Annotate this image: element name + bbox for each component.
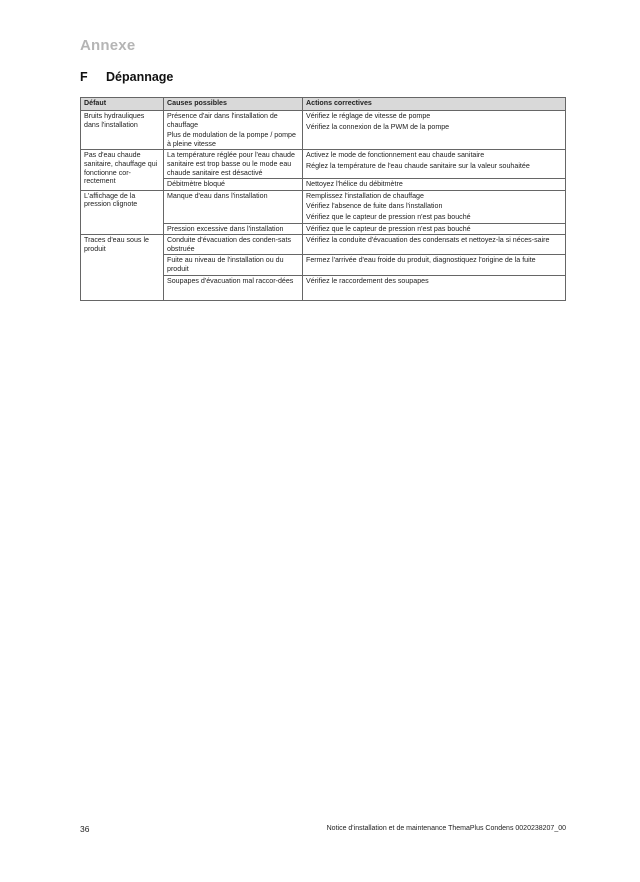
cause-cell (164, 275, 303, 300)
cause-item: Présence d'air dans l'installation de chauffage (167, 112, 278, 129)
action-item: Fermez l'arrivée d'eau froide du produit, diagnostiquez l'origine de la fuite (306, 256, 536, 265)
action-item: Vérifiez l'absence de fuite dans l'installation (306, 202, 443, 211)
cause-cell (164, 235, 303, 255)
action-item: Remplissez l'installation de chauffage (306, 191, 424, 200)
actions-cell (303, 111, 566, 150)
action-item: Nettoyez l'hélice du débitmètre (306, 180, 403, 189)
cause-item: Débitmètre bloqué (167, 180, 225, 189)
cause-item: Plus de modulation de la pompe / pompe à pleine vitesse (167, 131, 296, 148)
cause-cell (164, 179, 303, 191)
cause-item: Conduite d'évacuation des conden-sats obstruée (167, 236, 292, 253)
column-header-defaut: Défaut (81, 98, 164, 111)
defaut-cell: Traces d'eau sous le produit (81, 235, 164, 300)
section-letter: F (80, 70, 88, 84)
action-item: Activez le mode de fonctionnement eau chaude sanitaire (306, 151, 485, 160)
action-item: Vérifiez la conduite d'évacuation des condensats et nettoyez-la si néces-saire (306, 236, 550, 245)
actions-cell (303, 255, 566, 275)
table-row (81, 235, 566, 255)
table-header-row (81, 98, 566, 111)
column-header-actions: Actions correctives (303, 98, 566, 111)
action-item: Vérifiez que le capteur de pression n'est pas bouché (306, 224, 471, 233)
cause-cell (164, 111, 303, 150)
table-row (81, 190, 566, 223)
cause-cell (164, 190, 303, 223)
actions-cell (303, 190, 566, 223)
cause-item: Pression excessive dans l'installation (167, 224, 284, 233)
table-row (81, 150, 566, 179)
defaut-cell: Pas d'eau chaude sanitaire, chauffage qui fonctionne cor-rectement (81, 150, 164, 190)
table-row (81, 111, 566, 150)
section-title: Dépannage (106, 70, 174, 84)
action-item: Vérifiez la connexion de la PWM de la pompe (306, 122, 450, 131)
actions-cell (303, 275, 566, 300)
actions-cell (303, 179, 566, 191)
section-heading (80, 70, 173, 84)
actions-cell (303, 150, 566, 179)
cause-cell (164, 255, 303, 275)
cause-cell (164, 223, 303, 235)
action-item: Vérifiez le réglage de vitesse de pompe (306, 112, 431, 120)
action-item: Vérifiez le raccordement des soupapes (306, 276, 429, 285)
cause-item: Manque d'eau dans l'installation (167, 191, 268, 200)
action-item: Vérifiez que le capteur de pression n'est pas bouché (306, 212, 471, 221)
actions-cell (303, 223, 566, 235)
cause-item: La température réglée pour l'eau chaude sanitaire est trop basse ou le mode eau chaude sanitaire est désactivé (167, 151, 295, 177)
column-header-causes: Causes possibles (164, 98, 303, 111)
page-number: 36 (80, 824, 90, 834)
troubleshooting-table (80, 97, 566, 301)
cause-item: Soupapes d'évacuation mal raccor-dées (167, 276, 294, 285)
cause-item: Fuite au niveau de l'installation ou du produit (167, 256, 284, 273)
actions-cell (303, 235, 566, 255)
defaut-cell: L'affichage de la pression clignote (81, 190, 164, 234)
action-item: Réglez la température de l'eau chaude sanitaire sur la valeur souhaitée (306, 161, 530, 170)
cause-cell (164, 150, 303, 179)
defaut-cell: Bruits hydrauliques dans l'installation (81, 111, 164, 150)
page-title: Annexe (80, 37, 136, 54)
footer-text: Notice d'installation et de maintenance ThemaPlus Condens 0020238207_00 (326, 825, 566, 832)
